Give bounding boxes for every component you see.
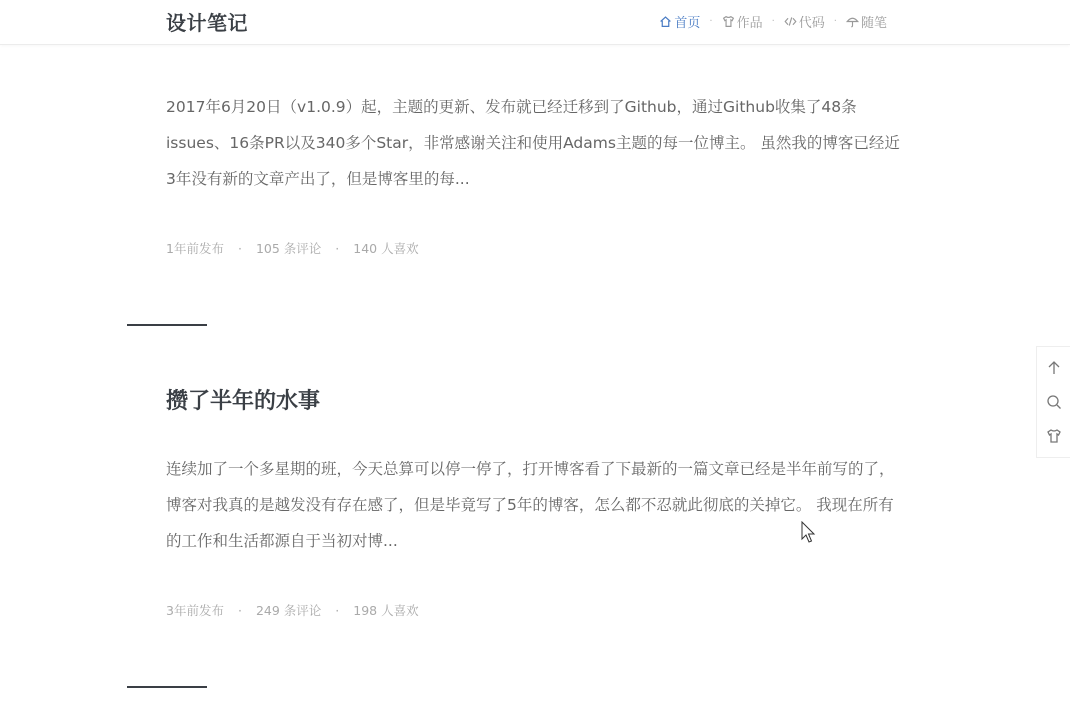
nav-item-label: 代码 xyxy=(798,16,825,31)
umbrella-icon xyxy=(846,15,859,28)
meta-separator: · xyxy=(237,240,242,256)
post-date: 1年前发布 xyxy=(166,241,224,256)
post-title[interactable]: 攒了半年的水事 xyxy=(166,389,321,414)
site-header xyxy=(0,0,1070,45)
post-meta xyxy=(166,601,419,619)
post-date: 3年前发布 xyxy=(166,603,224,618)
post-comments[interactable]: 249 条评论 xyxy=(255,603,322,618)
nav-item-notes[interactable] xyxy=(846,12,887,31)
post-comments[interactable]: 105 条评论 xyxy=(255,241,322,256)
home-icon xyxy=(659,15,672,28)
mouse-cursor-icon xyxy=(801,521,817,545)
floating-toolbar xyxy=(1036,346,1070,458)
search-button[interactable] xyxy=(1044,392,1064,412)
theme-button[interactable] xyxy=(1044,426,1064,446)
meta-separator: · xyxy=(335,602,340,618)
back-to-top-button[interactable] xyxy=(1044,358,1064,378)
nav-separator: · xyxy=(771,16,775,27)
nav-item-works[interactable] xyxy=(722,12,763,31)
post-excerpt: 2017年6月20日（v1.0.9）起，主题的更新、发布就已经迁移到了Github，通过Github收集了48条issues、16条PR以及340多个Star，非常感谢关注和使用Adams主题的每一位博主。 虽然我的博客已经近3年没有新的文章产出了，但是博客里的每... xyxy=(166,98,900,188)
post-excerpt: 连续加了一个多星期的班，今天总算可以停一停了，打开博客看了下最新的一篇文章已经是半年前写的了，博客对我真的是越发没有存在感了，但是毕竟写了5年的博客，怎么都不忍就此彻底的关掉它。 我现在所有的工作和生活都源自于当初对博... xyxy=(166,460,895,550)
meta-separator: · xyxy=(237,602,242,618)
shirt-icon xyxy=(722,15,735,28)
post-likes[interactable]: 198 人喜欢 xyxy=(353,603,419,618)
nav-item-code[interactable] xyxy=(784,12,825,31)
nav-separator: · xyxy=(833,16,837,27)
post-likes[interactable]: 140 人喜欢 xyxy=(353,241,419,256)
site-title[interactable]: 设计笔记 xyxy=(166,11,248,35)
nav-item-label: 首页 xyxy=(674,16,701,31)
post-meta xyxy=(166,239,419,257)
arrow-up-icon xyxy=(1046,360,1062,376)
search-icon xyxy=(1046,394,1062,410)
code-icon xyxy=(784,15,797,28)
nav-separator: · xyxy=(709,16,713,27)
nav-item-home[interactable] xyxy=(659,12,700,31)
nav-item-label: 随笔 xyxy=(860,16,887,31)
nav-item-label: 作品 xyxy=(736,16,763,31)
shirt-icon xyxy=(1046,428,1062,444)
post-divider xyxy=(127,686,207,688)
post-divider xyxy=(127,324,207,326)
meta-separator: · xyxy=(335,240,340,256)
main-nav xyxy=(659,12,887,31)
